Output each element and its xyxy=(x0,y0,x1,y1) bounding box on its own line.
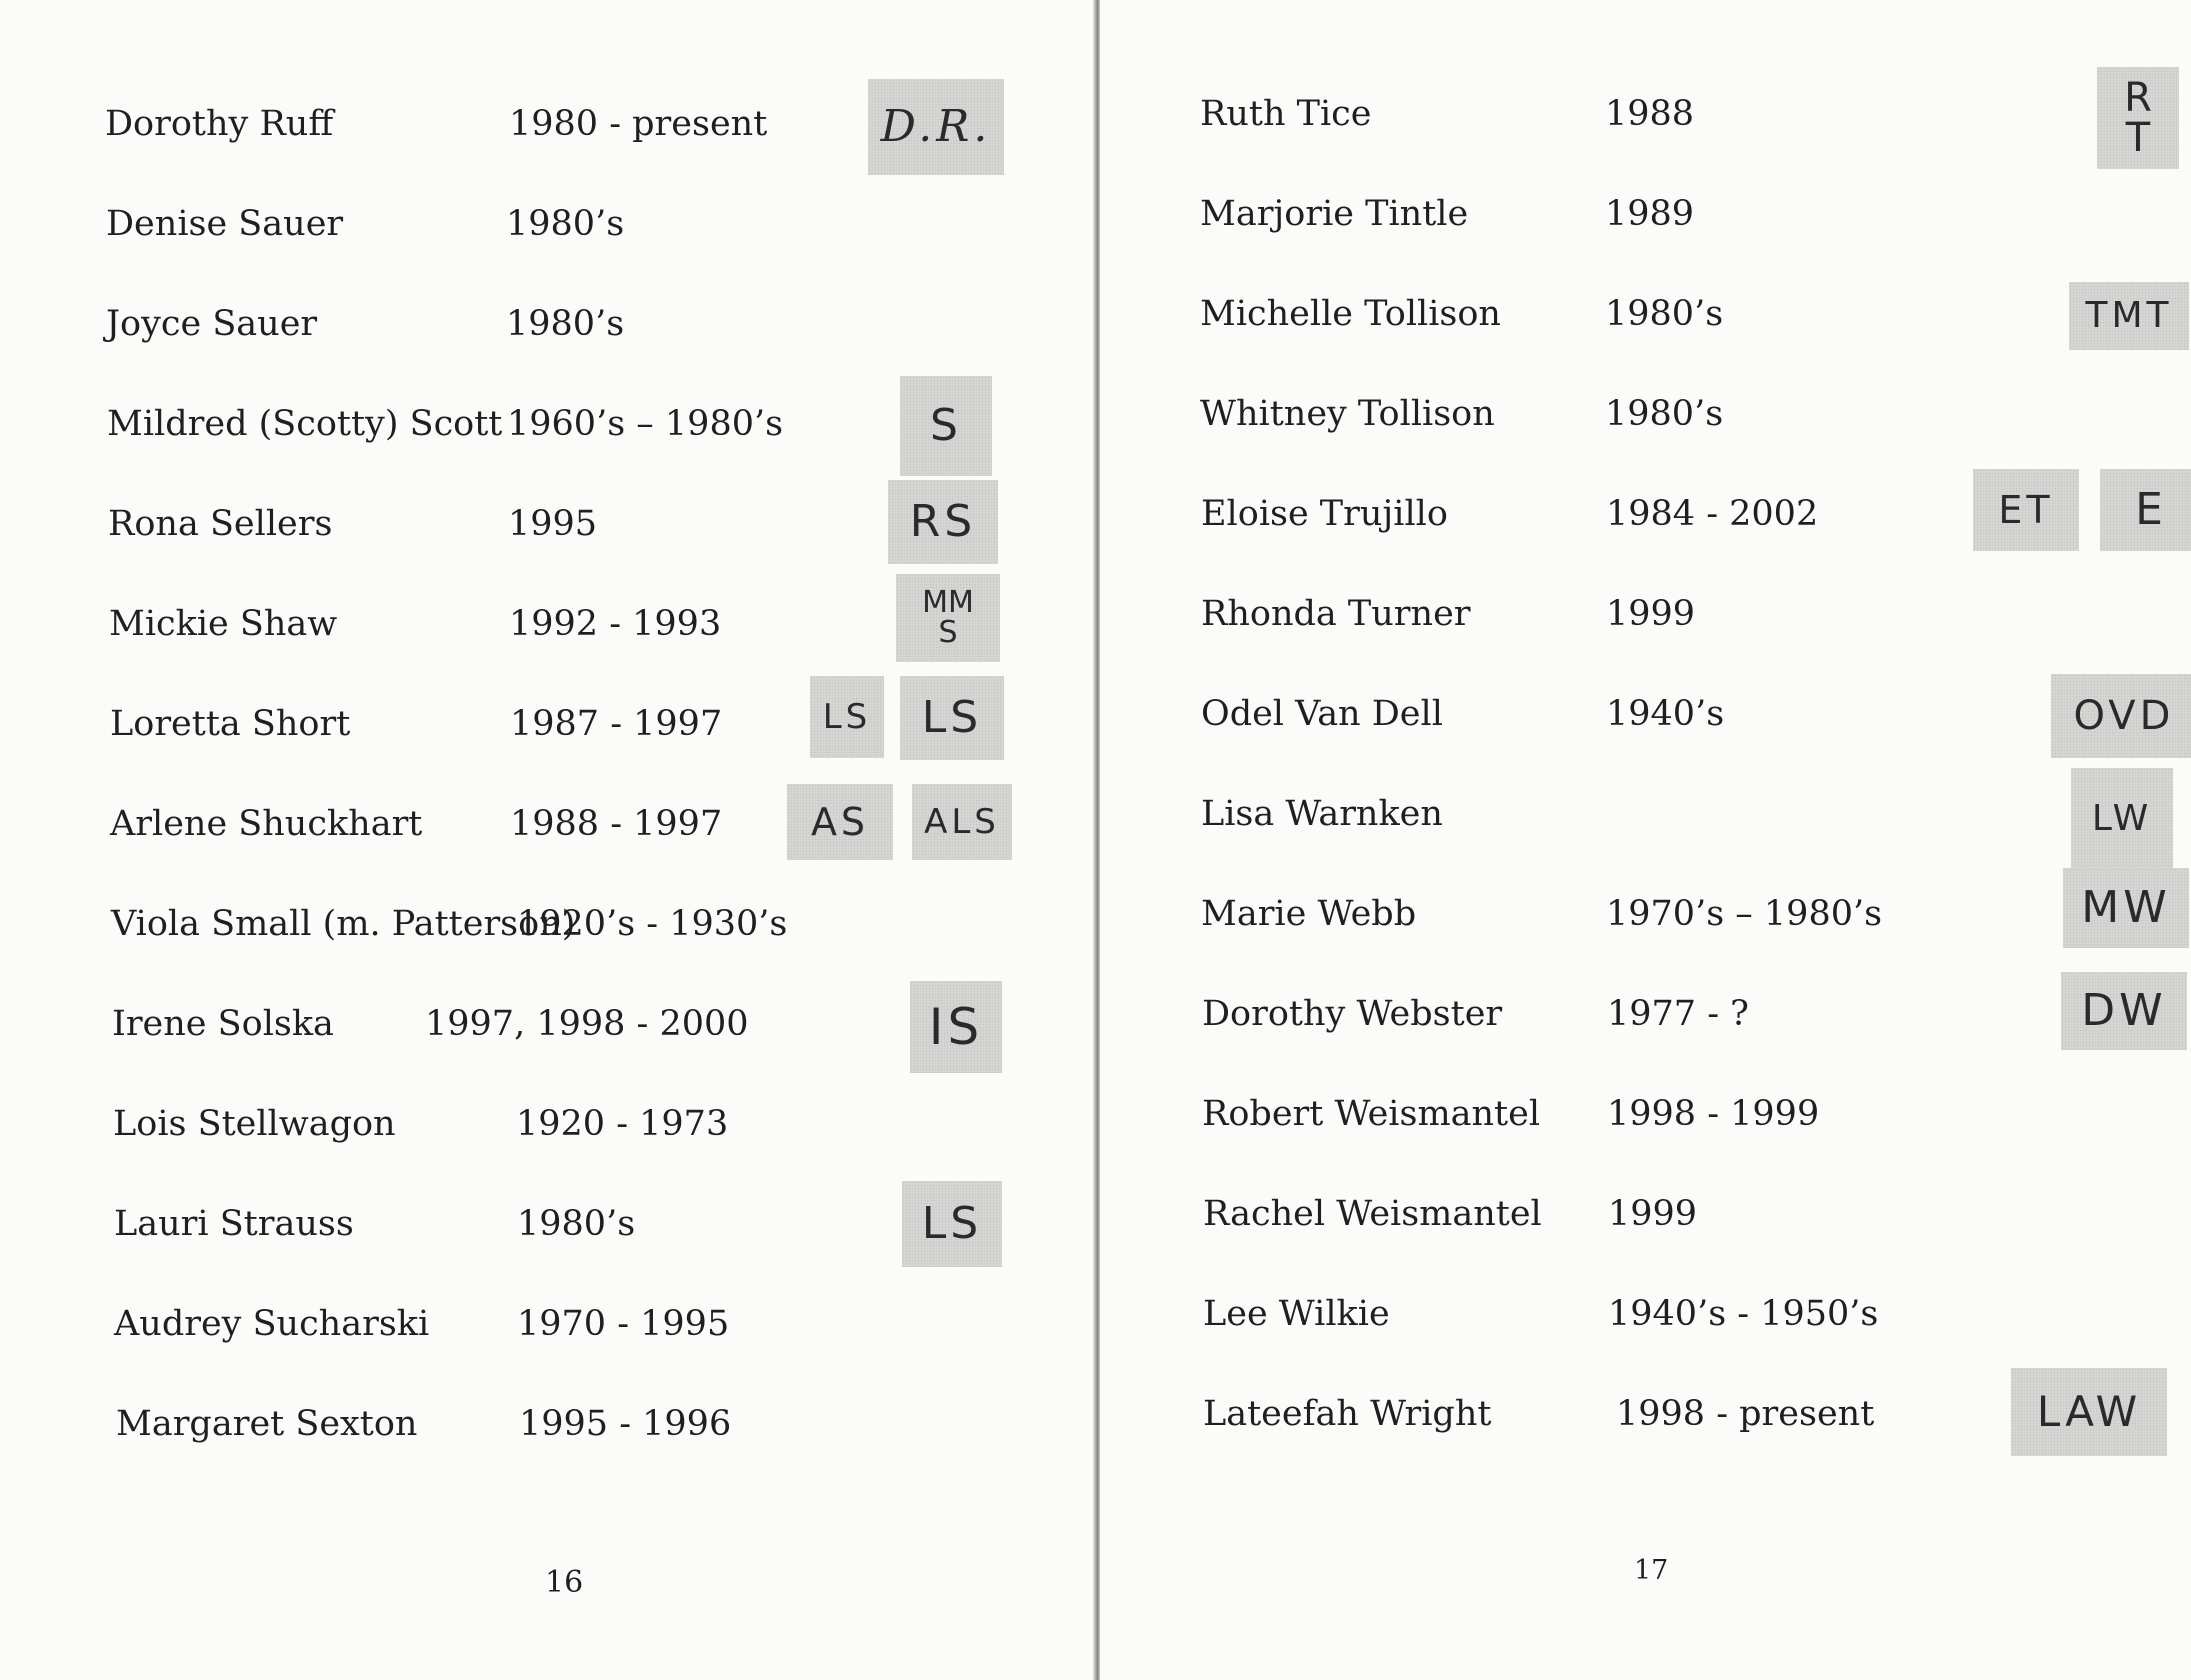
artist-name: Marjorie Tintle xyxy=(1200,194,1469,234)
artist-name: Irene Solska xyxy=(112,1004,334,1044)
active-years: 1960’s – 1980’s xyxy=(507,404,784,444)
maker-mark-image: R T xyxy=(2097,67,2179,169)
maker-mark-image: D.R. xyxy=(868,79,1004,175)
active-years: 1992 - 1993 xyxy=(509,604,722,644)
page-number: 16 xyxy=(545,1565,584,1600)
artist-name: Viola Small (m. Patterson) xyxy=(111,904,576,944)
maker-mark-image: LS xyxy=(900,676,1004,760)
page-number: 17 xyxy=(1634,1555,1669,1586)
active-years: 1989 xyxy=(1605,194,1695,234)
active-years: 1970’s – 1980’s xyxy=(1606,894,1883,934)
active-years: 1980’s xyxy=(517,1204,636,1244)
list-item xyxy=(1200,264,2191,364)
list-item xyxy=(109,574,1109,674)
artist-name: Lois Stellwagon xyxy=(113,1104,396,1144)
active-years: 1980 - present xyxy=(509,104,768,144)
list-item xyxy=(114,1274,1114,1374)
artist-name: Mickie Shaw xyxy=(109,604,338,644)
active-years: 1995 xyxy=(508,504,598,544)
list-item xyxy=(1202,1064,2191,1164)
list-item xyxy=(1200,164,2191,264)
maker-mark-image: IS xyxy=(910,981,1002,1073)
active-years: 1940’s xyxy=(1606,694,1725,734)
artist-name: Lisa Warnken xyxy=(1201,794,1443,834)
artist-name: Mildred (Scotty) Scott xyxy=(107,404,503,444)
list-item xyxy=(1201,564,2191,664)
active-years: 1998 - 1999 xyxy=(1607,1094,1820,1134)
maker-mark-image: OVD xyxy=(2051,674,2191,758)
list-item xyxy=(112,974,1112,1074)
list-item xyxy=(105,74,1105,174)
list-item xyxy=(1200,64,2191,164)
list-item xyxy=(1201,464,2191,564)
maker-mark-image: ET xyxy=(1973,469,2079,551)
artist-name: Ruth Tice xyxy=(1200,94,1372,134)
active-years: 1980’s xyxy=(506,304,625,344)
artist-name: Michelle Tollison xyxy=(1200,294,1501,334)
artist-name: Dorothy Webster xyxy=(1202,994,1503,1034)
list-item xyxy=(113,1074,1113,1174)
artist-name: Denise Sauer xyxy=(106,204,344,244)
maker-mark-image: MW xyxy=(2063,868,2189,948)
maker-mark-image: E xyxy=(2100,469,2191,551)
active-years: 1998 - present xyxy=(1616,1394,1875,1434)
list-item xyxy=(1203,1364,2191,1464)
active-years: 1920 - 1973 xyxy=(516,1104,729,1144)
list-item xyxy=(1203,1164,2191,1264)
maker-mark-image: RS xyxy=(888,480,998,564)
list-item xyxy=(106,274,1106,374)
list-item xyxy=(116,1374,1116,1474)
artist-name: Eloise Trujillo xyxy=(1201,494,1448,534)
active-years: 1997, 1998 - 2000 xyxy=(425,1004,749,1044)
artist-name: Margaret Sexton xyxy=(116,1404,418,1444)
active-years: 1999 xyxy=(1608,1194,1698,1234)
maker-mark-image: LS xyxy=(810,676,884,758)
artist-name: Rachel Weismantel xyxy=(1203,1194,1542,1234)
active-years: 1980’s xyxy=(1605,294,1724,334)
list-item xyxy=(1201,764,2191,864)
list-item xyxy=(108,474,1108,574)
active-years: 1920’s - 1930’s xyxy=(517,904,788,944)
maker-mark-image: LW xyxy=(2071,768,2173,870)
maker-mark-image: MM S xyxy=(896,574,1000,662)
artist-name: Odel Van Dell xyxy=(1201,694,1443,734)
list-item xyxy=(1201,664,2191,764)
artist-name: Rona Sellers xyxy=(108,504,333,544)
artist-name: Audrey Sucharski xyxy=(114,1304,430,1344)
active-years: 1984 - 2002 xyxy=(1606,494,1819,534)
maker-mark-image: AS xyxy=(787,784,893,860)
maker-mark-image: TMT xyxy=(2069,282,2189,350)
list-item xyxy=(114,1174,1114,1274)
maker-mark-image: S xyxy=(900,376,992,476)
artist-name: Loretta Short xyxy=(110,704,351,744)
list-item xyxy=(1200,364,2191,464)
maker-mark-image: LAW xyxy=(2011,1368,2167,1456)
list-item xyxy=(107,374,1107,474)
active-years: 1980’s xyxy=(506,204,625,244)
left-page xyxy=(0,0,1095,1680)
list-item xyxy=(110,674,1110,774)
right-page xyxy=(1100,0,2191,1680)
active-years: 1980’s xyxy=(1605,394,1724,434)
artist-name: Whitney Tollison xyxy=(1200,394,1495,434)
artist-name: Lee Wilkie xyxy=(1203,1294,1390,1334)
artist-name: Marie Webb xyxy=(1201,894,1417,934)
list-item xyxy=(106,174,1106,274)
maker-mark-image: ALS xyxy=(912,784,1012,860)
artist-name: Lauri Strauss xyxy=(114,1204,354,1244)
artist-name: Arlene Shuckhart xyxy=(110,804,423,844)
artist-name: Robert Weismantel xyxy=(1202,1094,1541,1134)
artist-name: Lateefah Wright xyxy=(1203,1394,1492,1434)
list-item xyxy=(111,874,1111,974)
artist-name: Dorothy Ruff xyxy=(105,104,334,144)
active-years: 1999 xyxy=(1606,594,1696,634)
list-item xyxy=(110,774,1110,874)
list-item xyxy=(1202,964,2191,1064)
list-item xyxy=(1201,864,2191,964)
maker-mark-image: DW xyxy=(2061,972,2187,1050)
active-years: 1988 xyxy=(1605,94,1695,134)
artist-name: Rhonda Turner xyxy=(1201,594,1471,634)
active-years: 1987 - 1997 xyxy=(510,704,723,744)
artist-name: Joyce Sauer xyxy=(106,304,318,344)
list-item xyxy=(1203,1264,2191,1364)
active-years: 1988 - 1997 xyxy=(510,804,723,844)
maker-mark-image: LS xyxy=(902,1181,1002,1267)
active-years: 1977 - ? xyxy=(1607,994,1749,1034)
active-years: 1995 - 1996 xyxy=(519,1404,732,1444)
active-years: 1940’s - 1950’s xyxy=(1608,1294,1879,1334)
active-years: 1970 - 1995 xyxy=(517,1304,730,1344)
